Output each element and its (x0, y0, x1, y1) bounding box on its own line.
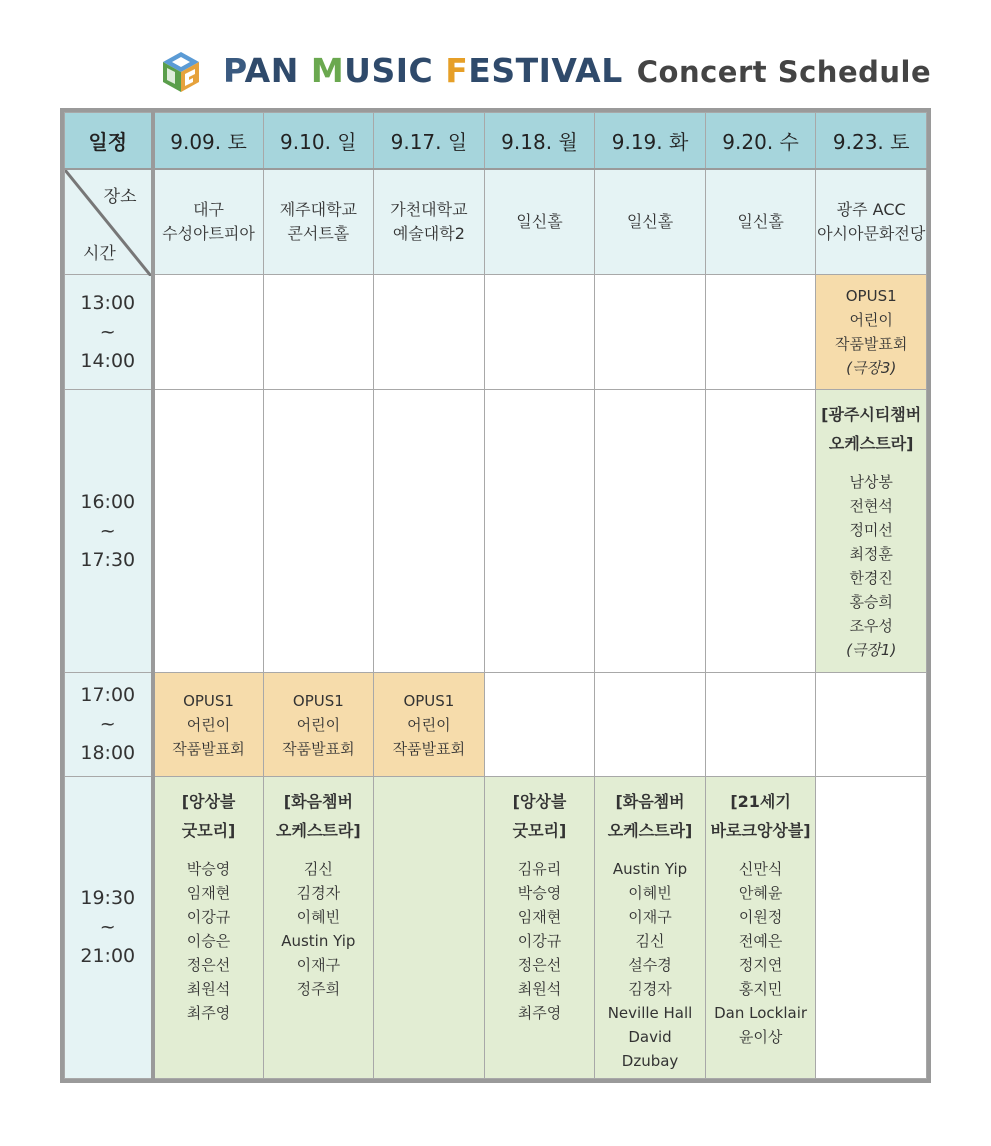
empty-cell (484, 390, 595, 673)
member: 이원정 (738, 908, 783, 926)
event-line: 작품발표회 (392, 739, 466, 758)
member: 이혜빈 (296, 908, 341, 926)
empty-cell (595, 673, 706, 777)
member: 임재현 (517, 908, 562, 926)
ensemble-name-line: [앙상블 (512, 792, 567, 811)
member: 최원석 (517, 980, 562, 998)
date-header: 9.20. 수 (705, 113, 816, 169)
member: Austin Yip (281, 932, 356, 950)
member: 이재구 (296, 956, 341, 974)
event-cell-concert (595, 777, 706, 1079)
event-cell-concert (153, 777, 264, 1079)
page-header (155, 40, 931, 100)
time-start: 19:30 (80, 887, 136, 909)
ensemble-name-line: 굿모리] (512, 821, 567, 840)
corner-place-label: 장소 (103, 186, 137, 207)
time-start: 13:00 (80, 291, 136, 314)
venue-line: 광주 ACC (836, 199, 906, 219)
member: 최주영 (517, 1004, 562, 1022)
member: 안혜윤 (738, 884, 783, 902)
time-row-1300 (65, 275, 927, 390)
member-list (816, 470, 926, 662)
ensemble-name-line: [21세기 (730, 792, 791, 811)
ensemble-name (706, 787, 816, 845)
event-cell-concert (263, 777, 374, 1079)
member: 홍승희 (849, 593, 893, 611)
member: 남상봉 (849, 473, 893, 491)
member: 김신 (303, 860, 333, 878)
member: 윤이상 (738, 1028, 783, 1046)
event-title: OPUS1 (845, 287, 897, 305)
member: 이혜빈 (628, 884, 672, 902)
member: 정은선 (517, 956, 562, 974)
event-cell-opus1 (263, 673, 374, 777)
empty-cell (484, 673, 595, 777)
venue-cell (595, 169, 706, 275)
venue-line: 대구 (193, 199, 224, 219)
venue-line: 제주대학교 (279, 199, 357, 219)
empty-event-cell (374, 777, 485, 1079)
member: Neville Hall (607, 1004, 693, 1022)
date-label: 일정 (65, 113, 153, 169)
time-sep: ~ (99, 713, 116, 735)
venue-line: 예술대학2 (392, 223, 465, 243)
time-cell (65, 673, 153, 777)
member: 전예은 (738, 932, 783, 950)
venue-line: 콘서트홀 (287, 223, 350, 243)
venue-cell (816, 169, 927, 275)
ensemble-name (264, 787, 374, 845)
time-sep: ~ (99, 519, 116, 542)
title-p: P (223, 50, 245, 90)
member-list (485, 857, 595, 1025)
empty-cell (374, 275, 485, 390)
empty-cell (263, 390, 374, 673)
time-end: 21:00 (80, 945, 136, 967)
venue-row (65, 169, 927, 275)
corner-cell (65, 169, 153, 275)
ensemble-name (595, 787, 705, 845)
member: 정지연 (738, 956, 783, 974)
title-m: M (310, 50, 345, 90)
empty-cell (263, 275, 374, 390)
time-cell (65, 390, 153, 673)
member: 이재구 (628, 908, 672, 926)
venue-line: 아시아문화전당 (817, 223, 926, 243)
venue-cell (263, 169, 374, 275)
venue-line: 일신홀 (516, 211, 563, 231)
time-sep: ~ (99, 320, 116, 343)
title-usic: USIC (344, 50, 446, 90)
venue-line: 일신홀 (737, 211, 784, 231)
event-cell-opus1 (374, 673, 485, 777)
ensemble-name (155, 787, 263, 845)
ensemble-name-line: 오케스트라] (828, 434, 914, 453)
empty-cell (595, 275, 706, 390)
ensemble-name (485, 787, 595, 845)
time-end: 18:00 (80, 742, 136, 764)
empty-cell (816, 673, 927, 777)
page-title (223, 51, 931, 90)
venue-cell (705, 169, 816, 275)
event-cell-concert (705, 777, 816, 1079)
time-sep: ~ (99, 916, 116, 938)
venue-cell (374, 169, 485, 275)
member: 조우성 (849, 617, 893, 635)
member: 한경진 (849, 569, 893, 587)
event-line: 어린이 (296, 715, 341, 734)
ensemble-name-line: 오케스트라] (276, 821, 361, 840)
time-start: 16:00 (80, 490, 136, 513)
empty-cell (705, 275, 816, 390)
date-header: 9.09. 토 (153, 113, 264, 169)
empty-cell (484, 275, 595, 390)
member-list (264, 857, 374, 1001)
venue-line: 수성아트피아 (162, 223, 255, 243)
empty-cell (705, 673, 816, 777)
member: 이강규 (186, 908, 231, 926)
member-list (595, 857, 705, 1073)
event-title: OPUS1 (292, 691, 344, 710)
event-line: 작품발표회 (282, 739, 355, 758)
venue-cell (153, 169, 264, 275)
member: 박승영 (186, 860, 231, 878)
ensemble-name-line: [화음쳄버 (283, 792, 353, 811)
venue-line: 가천대학교 (390, 199, 468, 219)
member: Austin Yip (612, 860, 688, 878)
date-header: 9.18. 월 (484, 113, 595, 169)
event-cell-opus1 (816, 275, 927, 390)
event-cell-concert (484, 777, 595, 1079)
time-row-1600 (65, 390, 927, 673)
ensemble-name (816, 400, 926, 458)
member-list (155, 857, 263, 1025)
event-line: 작품발표회 (172, 739, 245, 758)
empty-cell (816, 777, 927, 1079)
time-row-1700 (65, 673, 927, 777)
event-line: 어린이 (849, 311, 893, 329)
member-list (706, 857, 816, 1049)
event-title: OPUS1 (183, 691, 234, 710)
time-start: 17:00 (80, 684, 136, 706)
ensemble-name-line: [광주시티챔버 (821, 405, 922, 424)
ensemble-name-line: 오케스트라] (607, 821, 693, 840)
member: Dan Locklair (714, 1004, 808, 1022)
member: 김신 (635, 932, 665, 950)
member: 임재현 (186, 884, 231, 902)
event-title: OPUS1 (403, 691, 455, 710)
empty-cell (153, 390, 264, 673)
empty-cell (705, 390, 816, 673)
member: 이승은 (186, 932, 231, 950)
member: 김경자 (296, 884, 341, 902)
member: 정주희 (296, 980, 341, 998)
event-cell-opus1 (153, 673, 264, 777)
time-cell (65, 777, 153, 1079)
time-end: 14:00 (80, 349, 136, 372)
member: 최주영 (186, 1004, 231, 1022)
event-line: 어린이 (186, 715, 231, 734)
ensemble-name-line: 굿모리] (181, 821, 236, 840)
event-line: 어린이 (407, 715, 451, 734)
member: 설수경 (628, 956, 672, 974)
member: 전현석 (849, 497, 893, 515)
date-header: 9.10. 일 (263, 113, 374, 169)
member: 김경자 (628, 980, 672, 998)
page-subtitle: Concert Schedule (636, 54, 932, 89)
member: 최정훈 (849, 545, 893, 563)
date-header: 9.17. 일 (374, 113, 485, 169)
venue-cell (484, 169, 595, 275)
empty-cell (153, 275, 264, 390)
date-header: 9.23. 토 (816, 113, 927, 169)
festival-logo-icon (155, 44, 207, 96)
member: 박승영 (517, 884, 562, 902)
event-line: 작품발표회 (834, 335, 908, 353)
schedule-table (60, 108, 931, 1083)
ensemble-name-line: [화음쳄버 (615, 792, 685, 811)
title-f: F (445, 50, 469, 90)
member: 홍지민 (738, 980, 783, 998)
member: Dzubay (621, 1052, 679, 1070)
member: 이강규 (517, 932, 562, 950)
time-cell (65, 275, 153, 390)
member: David (628, 1028, 672, 1046)
corner-time-label: 시간 (83, 244, 116, 264)
member: 정은선 (186, 956, 231, 974)
event-venue-note: (극장3) (846, 359, 897, 377)
event-cell-gwangju (816, 390, 927, 673)
member: 최원석 (186, 980, 231, 998)
venue-line: 일신홀 (626, 211, 674, 231)
time-row-1930 (65, 777, 927, 1079)
ensemble-name-line: [앙상블 (181, 792, 236, 811)
empty-cell (595, 390, 706, 673)
member: 신만식 (738, 860, 783, 878)
date-header: 9.19. 화 (595, 113, 706, 169)
empty-cell (374, 390, 485, 673)
ensemble-name-line: 바로크앙상블] (710, 821, 811, 840)
date-row (65, 113, 927, 169)
title-an: AN (244, 50, 311, 90)
time-end: 17:30 (80, 548, 136, 571)
event-venue-note: (극장1) (846, 641, 897, 659)
member: 정미선 (849, 521, 893, 539)
title-estival: ESTIVAL (468, 50, 623, 90)
member: 김유리 (517, 860, 562, 878)
